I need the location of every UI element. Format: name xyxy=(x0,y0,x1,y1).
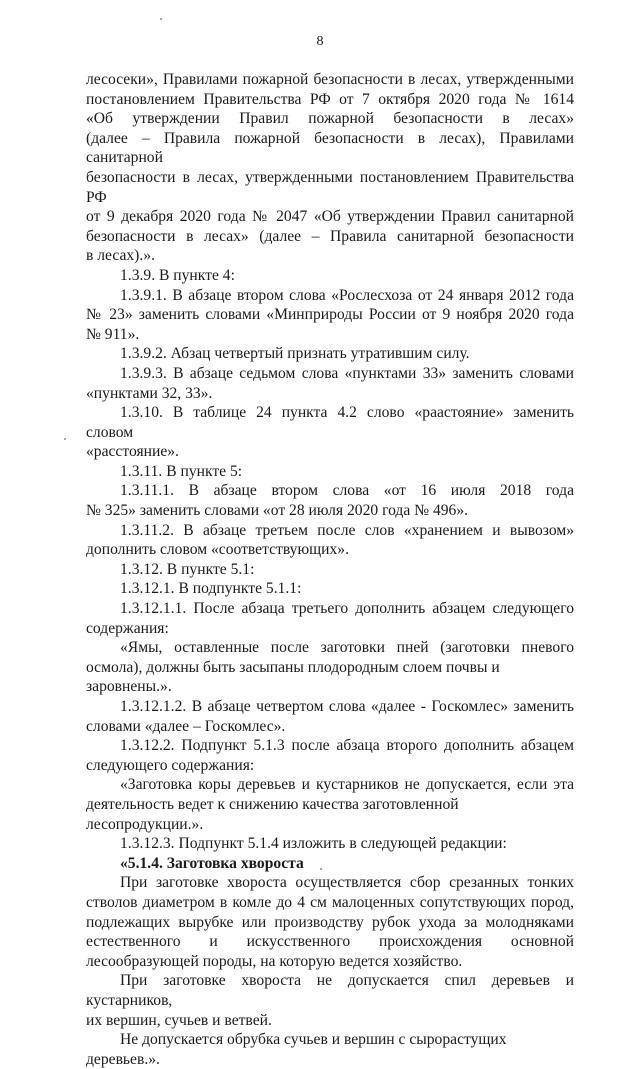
paragraph-item: 1.3.12.1. В подпункте 5.1.1: xyxy=(120,580,302,598)
paragraph-item xyxy=(86,521,574,560)
text-line: содержания: xyxy=(86,619,169,637)
scan-speck xyxy=(64,438,66,440)
text-line: При заготовке хвороста не допускается спил деревьев и кустарников, xyxy=(86,972,574,1009)
text-line: их вершин, сучьев и ветвей. xyxy=(86,1011,272,1029)
text-line: дополнить словом «соответствующих». xyxy=(86,541,349,559)
page-number: 8 xyxy=(316,34,324,49)
text-line: естественного и искусственного происхождения основной xyxy=(86,933,574,951)
text-line: 1.3.9.3. В абзаце седьмом слова «пунктами 33» заменить словами xyxy=(120,364,574,382)
text-line: 1.3.10. В таблице 24 пункта 4.2 слово «раастояние» заменить словом xyxy=(86,404,574,441)
paragraph-body: Не допускается обрубка сучьев и вершин с сырорастущих деревьев.». xyxy=(86,1031,507,1068)
text-line: «Об утверждении Правил пожарной безопасности в лесах» xyxy=(86,110,574,128)
text-line: «пунктами 32, 33». xyxy=(86,384,213,402)
text-line: «Заготовка коры деревьев и кустарников не допускается, если эта xyxy=(120,776,574,794)
paragraph-item xyxy=(86,364,574,403)
text-line: безопасности в лесах, утвержденными постановлением Правительства РФ xyxy=(86,168,574,206)
text-line: в лесах).». xyxy=(86,247,155,265)
paragraph-continuation xyxy=(86,70,574,266)
text-line: «Ямы, оставленные после заготовки пней (заготовки пневого xyxy=(120,639,574,657)
paragraph-item xyxy=(86,736,574,775)
document-body xyxy=(86,70,574,1069)
text-line: 1.3.12.1.1. После абзаца третьего дополнить абзацем следующего xyxy=(120,600,574,618)
paragraph-item xyxy=(86,697,574,736)
text-line: от 9 декабря 2020 года № 2047 «Об утверждении Правил санитарной xyxy=(86,208,574,226)
text-line: № 325» заменить словами «от 28 июля 2020 года № 496». xyxy=(86,502,469,520)
paragraph-item xyxy=(86,599,574,638)
text-line: словами «далее – Госкомлес». xyxy=(86,717,286,735)
text-line: (далее – Правила пожарной безопасности в лесах), Правилами санитарной xyxy=(86,129,574,167)
paragraph-body xyxy=(86,971,574,1030)
paragraph-item xyxy=(86,286,574,345)
paragraph-item: 1.3.12.3. Подпункт 5.1.4 изложить в следующей редакции: xyxy=(120,835,507,853)
text-line: лесосеки», Правилами пожарной безопасности в лесах, утвержденными xyxy=(86,71,574,88)
text-line: стволов диаметром в комле до 4 см малоценных сопутствующих пород, xyxy=(86,893,574,911)
paragraph-item: 1.3.9.2. Абзац четвертый признать утратившим силу. xyxy=(120,345,470,363)
paragraph-item: 1.3.12. В пункте 5.1: xyxy=(120,560,255,578)
text-line: деятельность ведет к снижению качества заготовленной лесопродукции.». xyxy=(86,795,459,833)
quoted-paragraph xyxy=(86,775,574,834)
text-line: При заготовке хвороста осуществляется сбор срезанных тонких xyxy=(120,874,574,892)
text-line: № 23» заменить словами «Минприроды России от 9 ноября 2020 года xyxy=(86,306,574,324)
paragraph-item xyxy=(86,403,574,462)
text-line: № 911». xyxy=(86,325,140,343)
paragraph-body xyxy=(86,873,574,971)
paragraph-item xyxy=(86,481,574,520)
text-line: постановлением Правительства РФ от 7 октября 2020 года № 1614 xyxy=(86,90,574,108)
paragraph-item: 1.3.9. В пункте 4: xyxy=(120,266,235,284)
text-line: 1.3.11.1. В абзаце втором слова «от 16 июля 2018 года xyxy=(120,482,574,500)
text-line: 1.3.9.1. В абзаце втором слова «Рослесхоза от 24 января 2012 года xyxy=(120,286,574,304)
text-line: безопасности в лесах» (далее – Правила санитарной безопасности xyxy=(86,227,574,245)
text-line: 1.3.12.2. Подпункт 5.1.3 после абзаца второго дополнить абзацем xyxy=(120,737,574,755)
quoted-paragraph xyxy=(86,638,574,697)
text-line: «расстояние». xyxy=(86,443,179,461)
text-line: лесообразующей породы, на которую ведется хозяйство. xyxy=(86,952,463,970)
text-line: 1.3.11.2. В абзаце третьем после слов «хранением и вывозом» xyxy=(120,521,574,539)
section-heading: «5.1.4. Заготовка хвороста xyxy=(120,854,304,872)
text-line: подлежащих вырубке или производству рубок ухода за молодняками xyxy=(86,913,574,931)
text-line: следующего содержания: xyxy=(86,756,255,774)
scan-speck xyxy=(160,18,162,20)
text-line: 1.3.12.1.2. В абзаце четвертом слова «далее - Госкомлес» заменить xyxy=(120,698,574,715)
text-line: осмола), должны быть засыпаны плодородным слоем почвы и заровнены.». xyxy=(86,658,500,696)
paragraph-item: 1.3.11. В пункте 5: xyxy=(120,462,243,480)
